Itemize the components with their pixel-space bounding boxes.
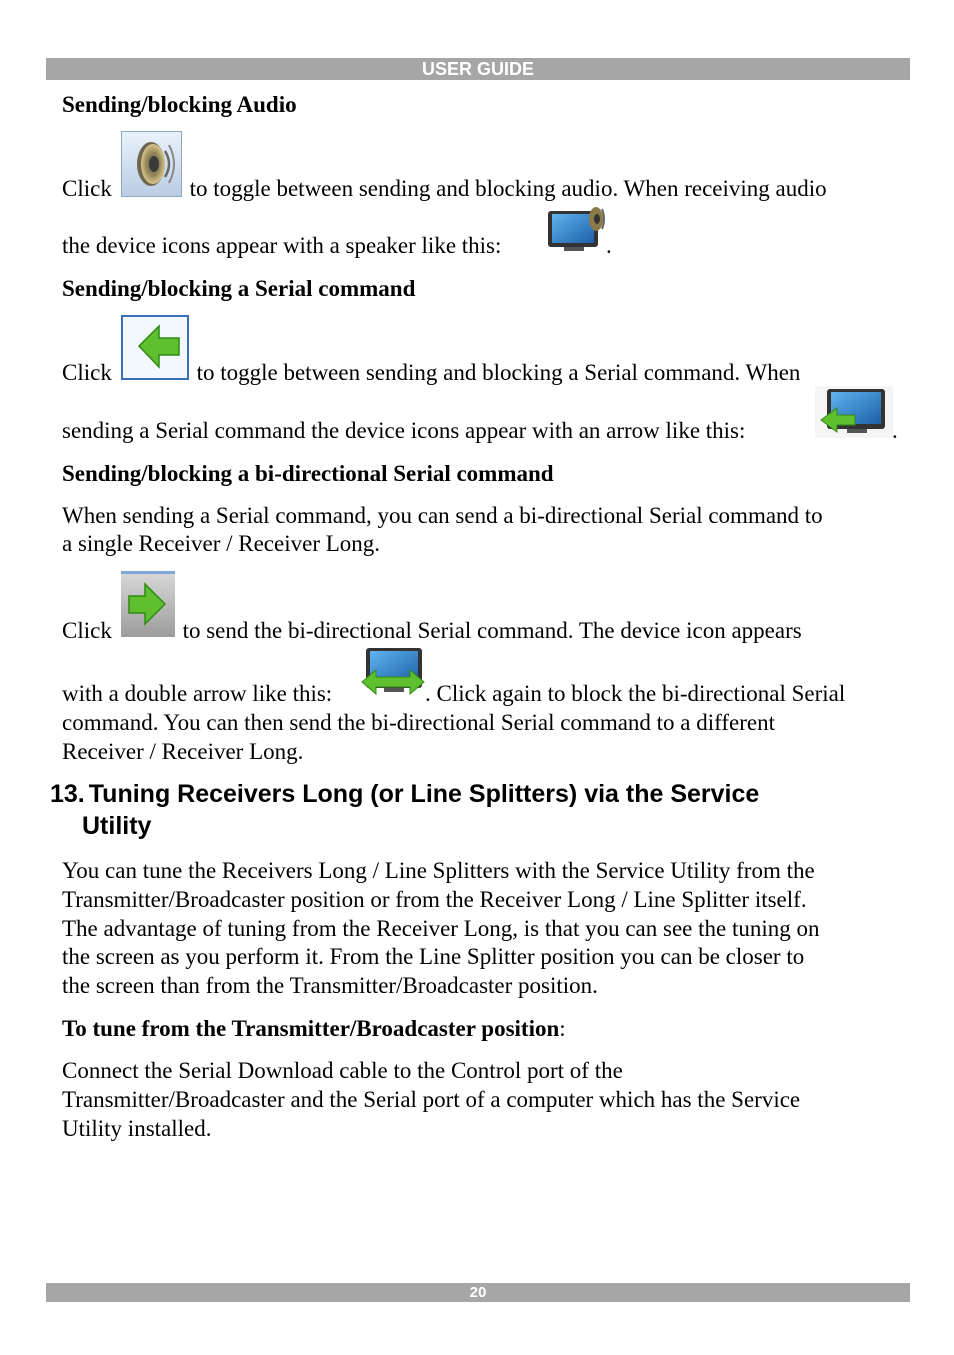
- connect-line-1: Connect the Serial Download cable to the Control port of the: [62, 1058, 623, 1083]
- audio-line-1: [62, 174, 827, 203]
- bidir-line-2-start: with a double arrow like this:: [62, 681, 333, 706]
- section-title-line-2: Utility: [82, 812, 152, 840]
- section-para-line-3: The advantage of tuning from the Receiver Long, is that you can see the tuning on: [62, 916, 820, 941]
- serial-heading: Sending/blocking a Serial command: [62, 276, 416, 301]
- connect-line-3: Utility installed.: [62, 1116, 212, 1141]
- bidir-heading: Sending/blocking a bi-directional Serial command: [62, 461, 554, 486]
- footer-bar: [46, 1283, 910, 1302]
- serial-line-2: [62, 416, 745, 445]
- section-13-title: [50, 778, 759, 810]
- audio-click-word: Click: [62, 176, 112, 201]
- audio-heading: Sending/blocking Audio: [62, 92, 297, 117]
- header-bar: [46, 58, 910, 80]
- audio-line-2-end: .: [606, 233, 612, 258]
- section-para-line-2: Transmitter/Broadcaster position or from the Receiver Long / Line Splitter itself.: [62, 887, 807, 912]
- connect-line-2: Transmitter/Broadcaster and the Serial port of a computer which has the Service: [62, 1087, 801, 1112]
- tune-subheading-text: To tune from the Transmitter/Broadcaster position: [62, 1016, 560, 1041]
- tune-subheading: [62, 1014, 566, 1043]
- bidir-line-4: Receiver / Receiver Long.: [62, 739, 304, 764]
- bidir-line-2-rest: . Click again to block the bi-directional Serial: [425, 681, 846, 706]
- bidir-line-3: command. You can then send the bi-directional Serial command to a different: [62, 710, 776, 735]
- audio-line-2: [62, 231, 501, 260]
- bidir-line-1: [62, 616, 802, 645]
- device-with-double-arrow-icon: [360, 646, 426, 700]
- audio-line-1-text: to toggle between sending and blocking audio. When receiving audio: [183, 176, 827, 201]
- device-with-arrow-icon: [815, 386, 893, 438]
- serial-line-2-text: sending a Serial command the device icons appear with an arrow like this:: [62, 418, 746, 443]
- tune-subheading-suffix: :: [559, 1016, 566, 1041]
- audio-line-2-text: the device icons appear with a speaker like this:: [62, 233, 502, 258]
- header-title: USER GUIDE: [421, 59, 535, 79]
- serial-click-word: Click: [62, 360, 112, 385]
- serial-line-2-end: .: [892, 418, 898, 443]
- serial-line-1-text: to toggle between sending and blocking a Serial command. When: [190, 360, 801, 385]
- bidir-line-1-text: to send the bi-directional Serial command. The device icon appears: [176, 618, 802, 643]
- bidir-intro-line-1: When sending a Serial command, you can send a bi-directional Serial command to: [62, 503, 823, 528]
- section-para-line-5: the screen than from the Transmitter/Broadcaster position.: [62, 973, 598, 998]
- section-para-line-1: You can tune the Receivers Long / Line Splitters with the Service Utility from the: [62, 858, 815, 883]
- section-para-line-4: the screen as you perform it. From the Line Splitter position you can be closer to: [62, 944, 805, 969]
- device-with-speaker-icon: [546, 201, 606, 253]
- section-number: 13.: [50, 780, 85, 808]
- bidir-click-word: Click: [62, 618, 112, 643]
- section-title-line-1: Tuning Receivers Long (or Line Splitters) via the Service: [88, 780, 760, 808]
- bidir-intro-line-2: a single Receiver / Receiver Long.: [62, 531, 381, 556]
- serial-line-1: [62, 358, 800, 387]
- page-number: 20: [469, 1284, 487, 1301]
